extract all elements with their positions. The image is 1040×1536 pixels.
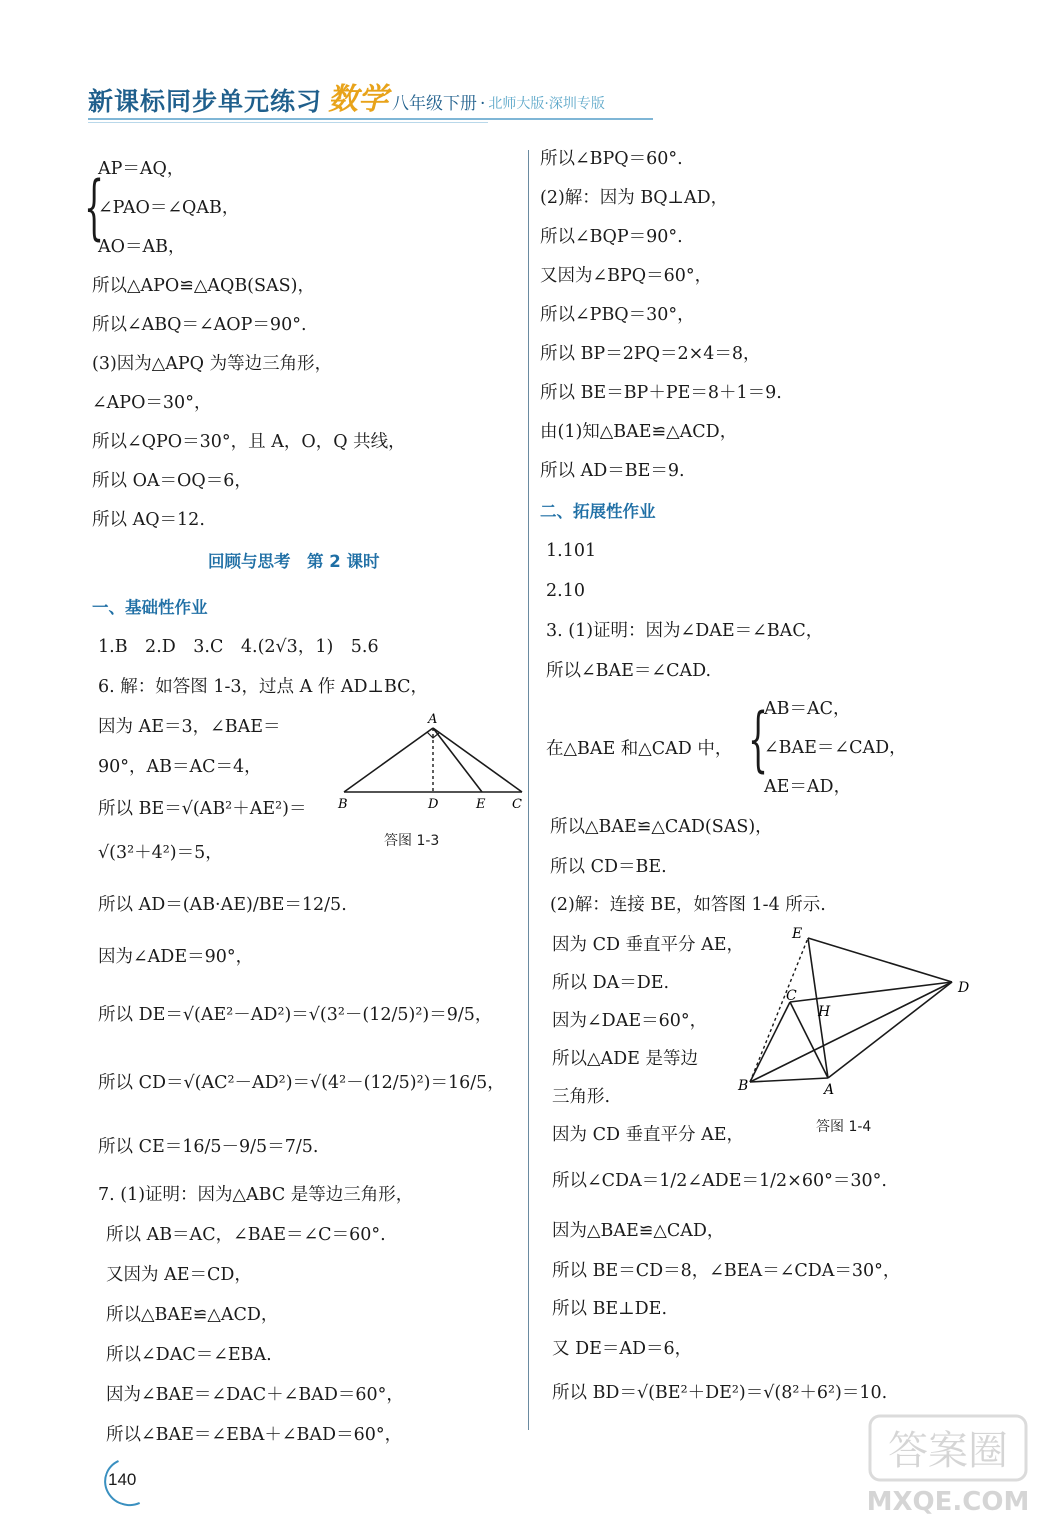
text-line: 所以∠BPQ＝60°. [540,149,683,169]
answer-line: 又因为 AE＝CD， [106,1265,252,1285]
answer-line: (2)解：连接 BE，如答图 1-4 所示. [550,895,826,915]
answer-line: 所以∠BAE＝∠CAD. [546,661,712,681]
brace: { [84,166,105,248]
text-line: 所以∠PBQ＝30°， [540,305,695,325]
subject-title: 数学 [328,82,389,117]
answer-line: 因为 CD 垂直平分 AE， [552,1125,745,1145]
answer-line: 因为∠BAE＝∠DAC＋∠BAD＝60°， [106,1385,404,1405]
system-line: AO＝AB， [98,237,186,257]
answer-line: 所以 BE⊥DE. [552,1299,668,1319]
system-line: AE＝AD， [764,777,852,797]
grade-label: 八年级下册 [392,94,478,114]
answer-line: 因为∠DAE＝60°， [552,1011,708,1031]
text-line: 所以 AD＝BE＝9. [540,461,685,481]
text-line: 所以∠QPO＝30°，且 A，O，Q 共线， [92,432,406,452]
answer-line: 2.10 [546,581,585,601]
vertex-label: B [338,797,348,812]
system-line: ∠PAO＝∠QAB， [98,198,240,218]
answer-line: 所以 BE＝√(AB²＋AE²)＝ [98,799,307,819]
answer-line: 3. (1)证明：因为∠DAE＝∠BAC， [546,621,824,641]
answer-line: √(3²＋4²)＝5， [98,843,223,863]
subsection-heading: 二、拓展性作业 [540,502,656,521]
answer-line: 7. (1)证明：因为△ABC 是等边三角形， [98,1185,414,1205]
text-line: 所以 BP＝2PQ＝2×4＝8， [540,344,761,364]
text-line: 又因为∠BPQ＝60°， [540,266,713,286]
version-label: 北师大版·深圳专版 [488,96,605,112]
system-line: AP＝AQ， [98,159,185,179]
header-rule [88,118,653,120]
text-line: 所以 BE＝BP＋PE＝8＋1＝9. [540,383,782,403]
answer-line: 所以△ADE 是等边 [552,1049,698,1069]
series-title: 新课标同步单元练习 [88,87,323,116]
vertex-label: D [958,980,970,996]
answer-line: 6. 解：如答图 1-3，过点 A 作 AD⊥BC， [98,677,429,697]
answer-line: 又 DE＝AD＝6， [552,1339,693,1359]
answer-line: 所以△BAE≌△CAD(SAS)， [550,817,773,837]
watermark [868,1412,1028,1522]
text-line: 所以 OA＝OQ＝6， [92,471,252,491]
text-line: 所以 AQ＝12. [92,510,205,530]
section-title: 回顾与思考 第 2 课时 [208,552,380,571]
answer-line: 所以 DE＝√(AE²－AD²)＝√(3²－(12/5)²)＝9/5， [98,1005,493,1025]
answer-line: 因为△BAE≌△CAD， [552,1221,725,1241]
page-header [88,78,605,118]
svg-text:答案圈: 答案圈 [888,1428,1008,1474]
figure-1-4 [730,920,980,1104]
vertex-label: C [512,797,522,812]
figure-caption: 答图 1-3 [384,833,440,849]
vertex-label: A [428,712,438,727]
vertex-label: C [786,988,797,1004]
vertex-label: E [792,926,803,942]
figure-caption: 答图 1-4 [816,1119,872,1135]
text-line: 所以△APO≌△AQB(SAS)， [92,276,315,296]
answer-line: 所以 DA＝DE. [552,973,670,993]
subsection-heading: 一、基础性作业 [92,598,208,617]
answer-line: 所以∠DAC＝∠EBA. [106,1345,272,1365]
answer-line: 所以∠CDA＝1/2∠ADE＝1/2×60°＝30°. [552,1171,887,1191]
system-line: AB＝AC， [764,699,851,719]
answer-line: 三角形. [552,1087,611,1107]
answer-line: 所以 BE＝CD＝8，∠BEA＝∠CDA＝30°， [552,1261,901,1281]
separator-dot: · [480,94,486,114]
answer-line: 1.101 [546,541,597,561]
text-line: 由(1)知△BAE≌△ACD， [540,422,738,442]
answer-line: 90°，AB＝AC＝4， [98,757,262,777]
answer-line: 1.B 2.D 3.C 4.(2√3，1) 5.6 [98,637,379,657]
answer-line: 所以 AB＝AC，∠BAE＝∠C＝60°. [106,1225,386,1245]
vertex-label: D [428,797,439,812]
header-rule-thin [88,122,488,123]
answer-line: 所以 CD＝BE. [550,857,667,877]
answer-line: 因为∠ADE＝90°， [98,947,254,967]
vertex-label: E [476,797,486,812]
answer-line: 所以∠BAE＝∠EBA＋∠BAD＝60°， [106,1425,403,1445]
answer-line: 在△BAE 和△CAD 中， [546,739,733,759]
system-line: ∠BAE＝∠CAD， [764,738,907,758]
answer-line: 所以△BAE≌△ACD， [106,1305,279,1325]
figure-1-3 [336,708,536,822]
text-line: 所以∠ABQ＝∠AOP＝90°. [92,315,307,335]
answer-line: 因为 CD 垂直平分 AE， [552,935,745,955]
answer-line: 所以 CE＝16/5－9/5＝7/5. [98,1137,319,1157]
page-number: 140 [108,1470,137,1489]
text-line: (2)解：因为 BQ⊥AD， [540,188,729,208]
svg-text:MXQE.COM: MXQE.COM [868,1487,1028,1517]
answer-line: 所以 AD＝(AB·AE)/BE＝12/5. [98,895,347,915]
answer-line: 所以 BD＝√(BE²＋DE²)＝√(8²＋6²)＝10. [552,1383,888,1403]
brace: { [748,698,769,780]
vertex-label: A [824,1082,835,1098]
text-line: 所以∠BQP＝90°. [540,227,683,247]
vertex-label: B [738,1078,749,1094]
answer-line: 因为 AE＝3，∠BAE＝ [98,717,281,737]
text-line: (3)因为△APQ 为等边三角形， [92,354,333,374]
text-line: ∠APO＝30°， [92,393,212,413]
answer-line: 所以 CD＝√(AC²－AD²)＝√(4²－(12/5)²)＝16/5， [98,1073,505,1093]
vertex-label: H [818,1004,831,1020]
